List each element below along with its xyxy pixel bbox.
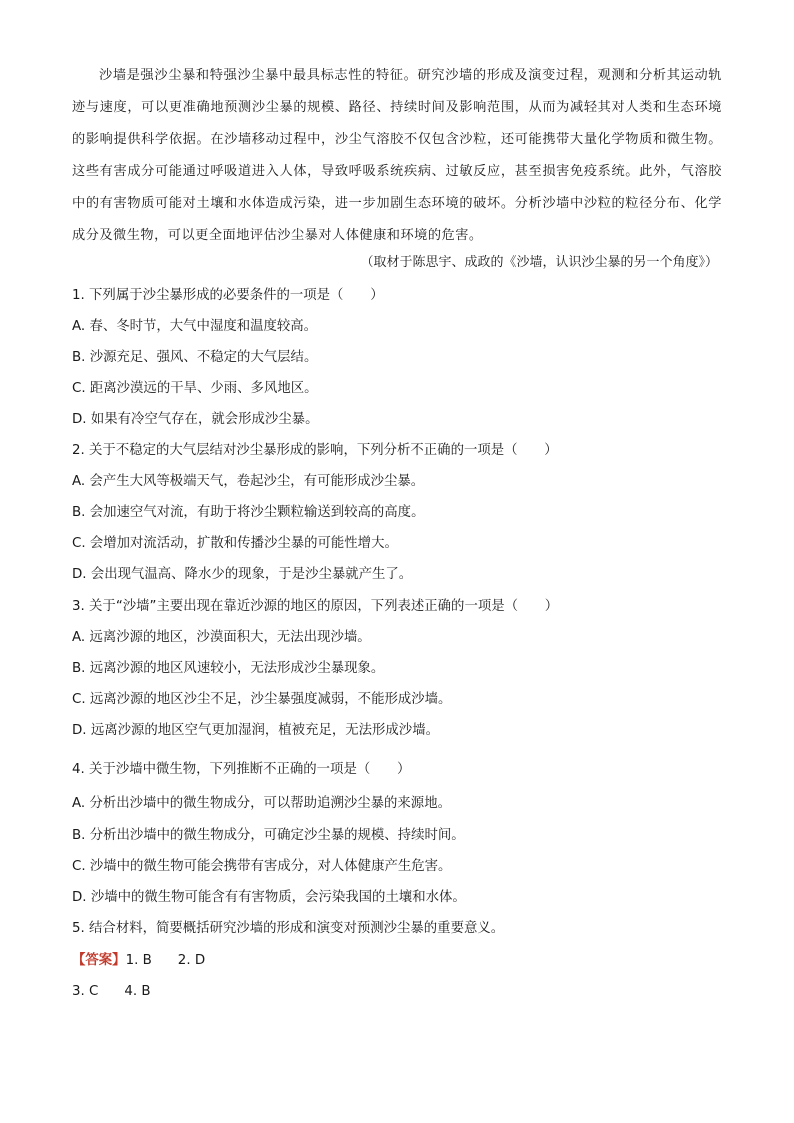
reading-passage: 沙墙是强沙尘暴和特强沙尘暴中最具标志性的特征。研究沙墙的形成及演变过程，观测和分析其运动轨迹与速度，可以更准确地预测沙尘暴的规模、路径、持续时间及影响范围，从而为减轻其对人类和生态环境的影响提供科学依据。在沙墙移动过程中，沙尘气溶胶不仅包含沙粒，还可能携带大量化学物质和微生物。这些有害成分可能通过呼吸道进入人体，导致呼吸系统疾病、过敏反应，甚至损害免疫系统。此外，气溶胶中的有害物质可能对土壤和水体造成污染，进一步加剧生态环境的破坏。分析沙墙中沙粒的粒径分布、化学成分及微生物，可以更全面地评估沙尘暴对人体健康和环境的危害。 <box>72 68 722 243</box>
question-1-stem: 1. 下列属于沙尘暴形成的必要条件的一项是（ ） <box>72 288 384 303</box>
answer-line-2 <box>72 981 151 1003</box>
question-5-stem: 5. 结合材料，简要概括研究沙墙的形成和演变对预测沙尘暴的重要意义。 <box>72 921 505 936</box>
question-3-stem: 3. 关于“沙墙”主要出现在靠近沙源的地区的原因，下列表述正确的一项是（ ） <box>72 599 559 614</box>
question-4-stem: 4. 关于沙墙中微生物，下列推断不正确的一项是（ ） <box>72 762 411 777</box>
question-3-option-a: A. 远离沙源的地区，沙漠面积大，无法出现沙墙。 <box>72 630 371 645</box>
answer-1: 1. B <box>125 953 152 968</box>
question-2-stem: 2. 关于不稳定的大气层结对沙尘暴形成的影响，下列分析不正确的一项是（ ） <box>72 443 558 458</box>
question-2-option-b: B. 会加速空气对流，有助于将沙尘颗粒输送到较高的高度。 <box>72 505 425 520</box>
question-1-option-b: B. 沙源充足、强风、不稳定的大气层结。 <box>72 350 318 365</box>
question-2-option-c: C. 会增加对流活动，扩散和传播沙尘暴的可能性增大。 <box>72 536 398 551</box>
answer-4: 4. B <box>124 984 151 999</box>
question-2-option-d: D. 会出现气温高、降水少的现象，于是沙尘暴就产生了。 <box>72 567 413 582</box>
question-3-option-d: D. 远离沙源的地区空气更加湿润，植被充足，无法形成沙墙。 <box>72 723 439 738</box>
question-1-option-a: A. 春、冬时节，大气中湿度和温度较高。 <box>72 319 318 334</box>
question-4-option-a: A. 分析出沙墙中的微生物成分，可以帮助追溯沙尘暴的来源地。 <box>72 796 451 811</box>
answer-label: 【答案】 <box>72 953 126 968</box>
question-1-option-c: C. 距离沙漠远的干旱、少雨、多风地区。 <box>72 381 318 396</box>
question-2-option-a: A. 会产生大风等极端天气，卷起沙尘，有可能形成沙尘暴。 <box>72 474 425 489</box>
answer-line-1 <box>72 950 205 972</box>
question-4-option-b: B. 分析出沙墙中的微生物成分，可确定沙尘暴的规模、持续时间。 <box>72 828 465 843</box>
passage-source: （取材于陈思宇、成政的《沙墙，认识沙尘暴的另一个角度》） <box>360 255 718 270</box>
answer-3: 3. C <box>72 984 99 999</box>
question-3-option-c: C. 远离沙源的地区沙尘不足，沙尘暴强度减弱，不能形成沙墙。 <box>72 692 452 707</box>
question-4-option-c: C. 沙墙中的微生物可能会携带有害成分，对人体健康产生危害。 <box>72 859 452 874</box>
question-3-option-b: B. 远离沙源的地区风速较小，无法形成沙尘暴现象。 <box>72 661 385 676</box>
question-4-option-d: D. 沙墙中的微生物可能含有有害物质，会污染我国的土壤和水体。 <box>72 890 466 905</box>
question-1-option-d: D. 如果有冷空气存在，就会形成沙尘暴。 <box>72 412 319 427</box>
answer-2: 2. D <box>177 953 206 968</box>
